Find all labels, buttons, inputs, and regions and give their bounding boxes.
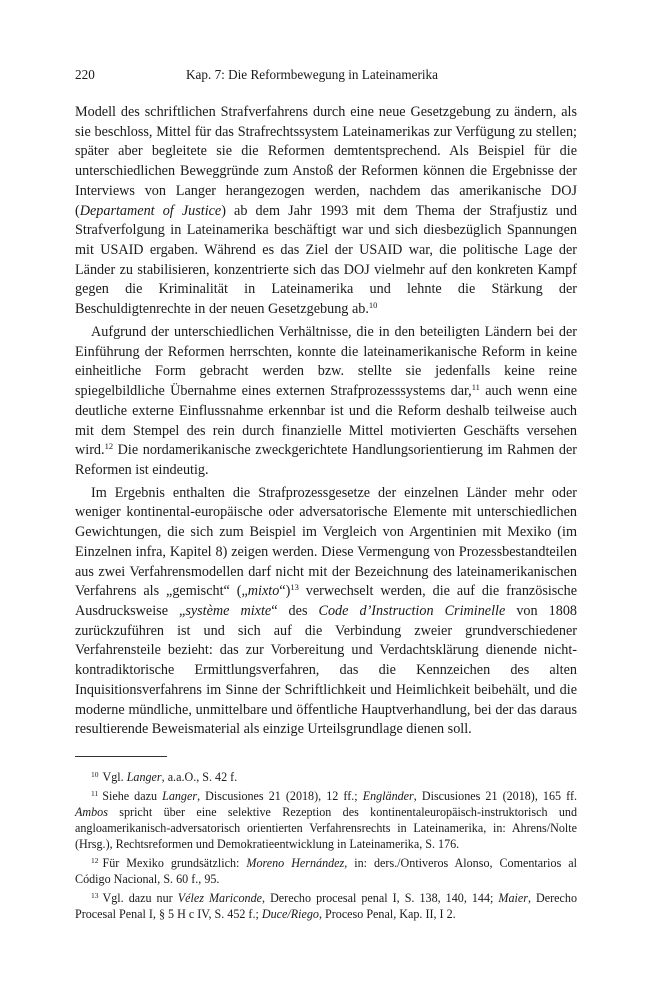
text-run: Aufgrund der unterschiedlichen Verhältnisse, die in den beteiligten Ländern bei der Einführung der Reformen herrschten, konnte die lateinamerikanische Reform in keine einheitliche Form gebracht werden bzw. stellte sie jedenfalls keine reine spiegelbildliche Übernahme eines externen Strafprozesssystems dar, (75, 323, 577, 400)
text-run: , Discusiones 21 (2018), 12 ff.; (197, 789, 363, 803)
author-name: Langer (162, 789, 198, 803)
text-run: , Derecho procesal penal I, S. 138, 140, 144; (262, 891, 499, 905)
page-number: 220 (75, 67, 95, 82)
italic-term: Code d’Instruction Criminelle (318, 602, 506, 619)
text-run: von 1808 zurückzuführen ist und sich auf die Verbindung zweier grundverschiedener Verfahrensteile bezieht: das zur Vorbereitung und Verdachtsklärung dienende nicht-kontradiktorische Ermittlungsverfahren, das die Kennzeichen des alten Inquisitionsverfahrens im Sinne der Schriftlichkeit und Heimlichkeit beibehält, und die moderne mündliche, unmittelbare und öffentliche Hauptverhandlung, bei der das daraus resultierende Beweismaterial als einzige Urteilsgrundlage dienen soll. (75, 602, 577, 738)
text-run: Modell des schriftlichen Strafverfahrens durch eine neue Gesetzgebung zu ändern, als sie beschloss, Mittel für das Strafrechtssystem Lateinamerikas zur Verfügung zu stellen; später aber begleitete sie die Reformen demtentsprechend. Als Beispiel für die unterschiedlichen Beweggründe zum Anstoß der Reformen können die Ergebnisse der Interviews von Langer herangezogen werden, nachdem das amerikanische DOJ ( (75, 104, 577, 219)
author-name: Engländer (362, 789, 414, 803)
running-header (75, 66, 577, 84)
author-name: Maier (498, 891, 528, 905)
text-run: , Proceso Penal, Kap. II, I 2. (318, 907, 456, 921)
paragraph-2 (75, 323, 577, 481)
footnote-number: 13 (91, 891, 99, 900)
text-run: “) (279, 583, 291, 600)
paragraph-3 (75, 484, 577, 740)
text-run: Vgl. dazu nur (102, 891, 178, 905)
footnote-number: 10 (91, 770, 99, 779)
footnote-divider (75, 756, 167, 757)
text-run: verwechselt werden, die auf die französische Ausdrucksweise „ (75, 583, 577, 619)
text-run: , in: ders./Ontiveros Alonso, Comentarios al Código Nacional, S. 60 f., 95. (75, 856, 577, 886)
author-name: Moreno Hernández (246, 856, 345, 870)
author-name: Vélez Mariconde (177, 891, 263, 905)
footnote-ref-10[interactable]: 10 (368, 300, 378, 311)
text-run: , Discusiones 21 (2018), 165 ff. (413, 789, 578, 803)
running-title: Kap. 7: Die Reformbewegung in Lateinamerika (186, 67, 438, 82)
italic-term: Departament of Justice (79, 202, 222, 219)
text-run: “ des (271, 602, 319, 619)
text-run: Im Ergebnis enthalten die Strafprozessgesetze der einzelnen Länder mehr oder weniger kontinental-europäische oder adversatorische Elemente mit unterschiedlichen Gewichtungen, die sich zum Beispiel im Vergleich von Argentinien mit Mexiko (im Einzelnen infra, Kapitel 8) zeigen werden. Diese Vermengung von Prozessbestandteilen aus zwei Verfahrensmodellen darf nicht mit der Bezeichnung des lateinamerikanischen Verfahrens als „gemischt“ („ (75, 484, 577, 600)
italic-term: système mixte (185, 602, 272, 619)
text-run: Für Mexiko grundsätzlich: (102, 856, 247, 870)
footnote-ref-11[interactable]: 11 (471, 382, 480, 393)
text-run: Vgl. (102, 770, 127, 784)
text-run: auch wenn eine deutliche externe Einflussnahme erkennbar ist und die Reform deshalb teilweise auch mit dem Stempel des rein durch finanzielle Mittel motivierten Geschäfts versehen wird. (75, 383, 577, 459)
author-name: Langer (126, 770, 162, 784)
footnote-11 (75, 788, 577, 852)
footnote-13 (75, 890, 577, 922)
paragraph-1 (75, 103, 577, 320)
text-run: ) ab dem Jahr 1993 mit dem Thema der Strafjustiz und Strafverfolgung in Lateinamerika beschäftigt war und sich diesbezüglich Spannungen mit USAID ergaben. Während es das Ziel der USAID war, die politische Lage der Länder zu stabilisieren, konzentrierte sich das DOJ vielmehr auf den konkreten Kampf gegen die Kriminalität in Lateinamerika und lehnte die Stärkung der Beschuldigtenrechte in der neuen Gesetzgebung ab. (75, 202, 577, 318)
footnote-10 (75, 769, 577, 785)
footnote-ref-13[interactable]: 13 (290, 582, 299, 593)
text-run: , Derecho Procesal Penal I, § 5 H c IV, S. 452 f.; (75, 891, 577, 921)
author-name: Duce/Riego (261, 907, 319, 921)
footnote-number: 11 (91, 789, 99, 798)
footnotes (75, 769, 577, 925)
footnote-12 (75, 855, 577, 887)
italic-term: mixto (247, 583, 280, 600)
author-name: Ambos (75, 805, 108, 819)
text-run: spricht über eine selektive Rezeption des kontinentaleuropäisch-instruktorisch und angloamerikanisch-adversatorisch orientierten Verfahrensrechts in Lateinamerika, in: Ahrens/Nolte (Hrsg.), Rechtsreformen und Demokratieentwicklung in Lateinamerika, S. 176. (75, 805, 577, 851)
footnote-number: 12 (91, 856, 99, 865)
main-text (75, 103, 577, 740)
text-run: , a.a.O., S. 42 f. (161, 770, 238, 784)
footnote-ref-12[interactable]: 12 (104, 441, 114, 452)
text-run: Siehe dazu (102, 789, 163, 803)
text-run: Die nordamerikanische zweckgerichtete Handlungsorientierung im Rahmen der Reformen ist eindeutig. (75, 442, 577, 478)
